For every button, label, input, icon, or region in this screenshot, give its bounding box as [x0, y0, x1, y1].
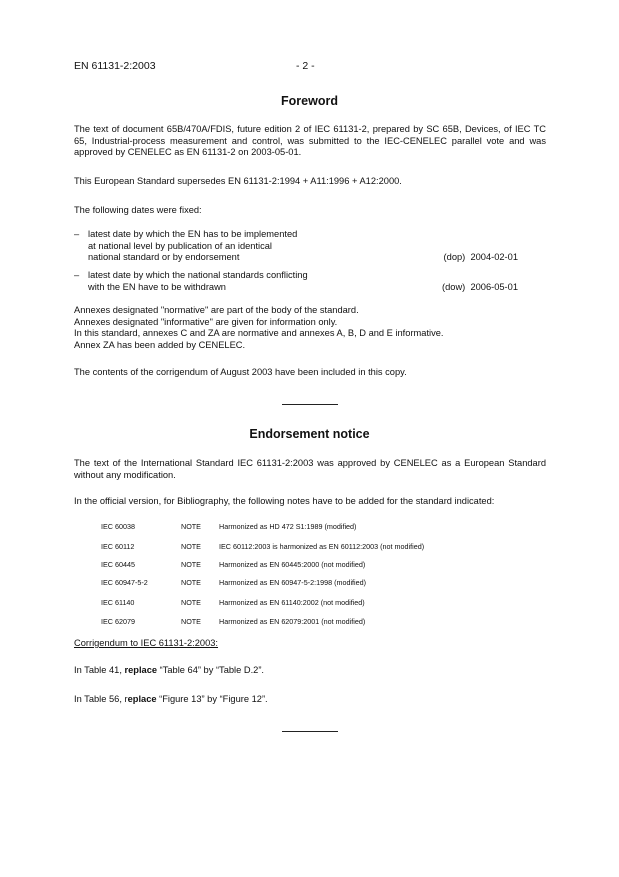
note-label: NOTE	[181, 598, 201, 607]
date-value: 2004-02-01	[470, 252, 518, 262]
date-code: (dop)	[443, 252, 466, 262]
correction-verb: eplace	[127, 694, 157, 704]
note-label: NOTE	[181, 560, 201, 569]
date-item-dop	[88, 229, 418, 264]
document-id: EN 61131-2:2003	[74, 60, 156, 72]
correction-rest: “Figure 13” by “Figure 12”.	[156, 694, 268, 704]
foreword-paragraph-3: The following dates were fixed:	[74, 205, 202, 215]
note-standard: IEC 61140	[101, 598, 135, 607]
endorsement-paragraph-1: The text of the International Standard IEC 61131-2:2003 was approved by CENELEC as a European Standard without any modification.	[74, 458, 546, 480]
date-item-line: national standard or by endorsement	[88, 252, 240, 262]
foreword-paragraph-2: This European Standard supersedes EN 61131-2:1994 + A11:1996 + A12:2000.	[74, 176, 402, 186]
date-value: 2006-05-01	[470, 282, 518, 292]
corrigendum-note: The contents of the corrigendum of August 2003 have been included in this copy.	[74, 367, 407, 377]
note-label: NOTE	[181, 522, 201, 531]
note-standard: IEC 60445	[101, 560, 135, 569]
bullet-dash: –	[74, 229, 80, 239]
correction-line-2	[74, 694, 546, 706]
correction-rest: “Table 64” by “Table D.2”.	[157, 665, 265, 675]
annex-line: In this standard, annexes C and ZA are normative and annexes A, B, D and E informative.	[74, 328, 444, 338]
foreword-title: Foreword	[281, 94, 338, 108]
annex-notes	[74, 305, 546, 351]
date-dow	[426, 282, 518, 292]
note-text: Harmonized as EN 61140:2002 (not modified)	[219, 598, 365, 607]
end-divider	[282, 731, 338, 732]
correction-verb: replace	[124, 665, 158, 675]
note-text: Harmonized as HD 472 S1:1989 (modified)	[219, 522, 357, 531]
annex-line: Annex ZA has been added by CENELEC.	[74, 339, 246, 350]
section-divider	[282, 404, 338, 405]
date-code: (dow)	[442, 282, 466, 292]
endorsement-title: Endorsement notice	[249, 427, 370, 441]
correction-prefix: In Table 56, r	[74, 694, 128, 704]
note-standard: IEC 62079	[101, 617, 135, 626]
note-text: Harmonized as EN 60947-5-2:1998 (modified)	[219, 578, 367, 587]
note-label: NOTE	[181, 617, 201, 626]
note-standard: IEC 60947-5-2	[101, 578, 148, 587]
corrigendum-heading-text: Corrigendum to IEC 61131-2:2003:	[74, 638, 219, 648]
date-item-line: latest date by which the national standards conflicting	[88, 270, 308, 280]
note-text: Harmonized as EN 62079:2001 (not modified)	[219, 617, 366, 626]
endorsement-paragraph-2: In the official version, for Bibliography, the following notes have to be added for the standard indicated:	[74, 496, 495, 506]
note-standard: IEC 60112	[101, 542, 135, 551]
annex-line: Annexes designated "normative" are part of the body of the standard.	[74, 305, 359, 315]
foreword-paragraph-1: The text of document 65B/470A/FDIS, future edition 2 of IEC 61131-2, prepared by SC 65B, Devices, of IEC TC 65, Industrial-process measurement and control, was submitted to the IEC-CENELEC parallel vote and was approved by CENELEC as EN 61131-2 on 2003-05-01.	[74, 124, 546, 157]
bullet-dash: –	[74, 270, 80, 280]
note-standard: IEC 60038	[101, 522, 135, 531]
note-label: NOTE	[181, 578, 201, 587]
date-item-line: at national level by publication of an identical	[88, 240, 272, 251]
date-item-line: latest date by which the EN has to be implemented	[88, 229, 298, 239]
page-number: - 2 -	[296, 60, 315, 72]
date-dop	[426, 252, 518, 262]
note-text: IEC 60112:2003 is harmonized as EN 60112:2003 (not modified)	[219, 542, 425, 551]
note-text: Harmonized as EN 60445:2000 (not modified)	[219, 560, 366, 569]
correction-line-1	[74, 665, 546, 677]
date-item-line: with the EN have to be withdrawn	[88, 281, 226, 292]
date-item-dow	[88, 270, 418, 293]
note-label: NOTE	[181, 542, 201, 551]
correction-prefix: In Table 41,	[74, 665, 125, 675]
annex-line: Annexes designated "informative" are given for information only.	[74, 316, 338, 327]
corrigendum-heading	[74, 638, 546, 650]
